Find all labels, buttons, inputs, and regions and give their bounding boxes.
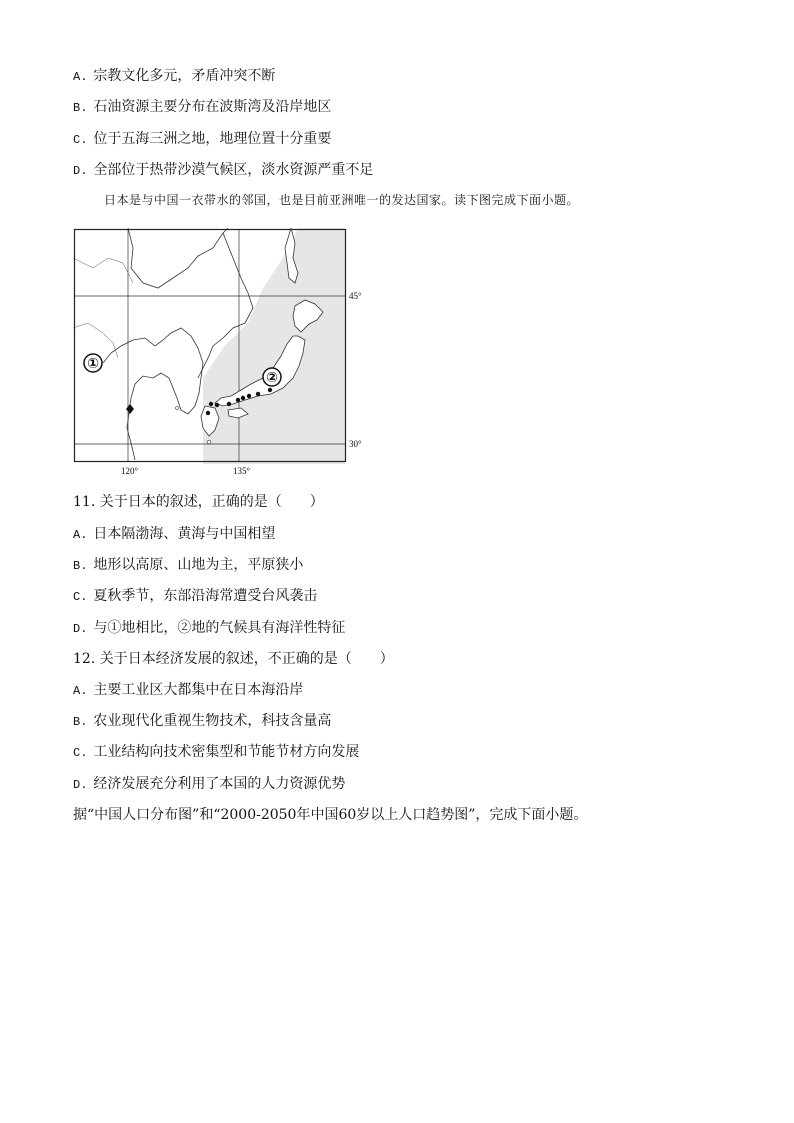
option-text: 宗教文化多元，矛盾冲突不断 bbox=[93, 68, 276, 84]
option-text: 位于五海三洲之地，地理位置十分重要 bbox=[93, 131, 332, 147]
city-dot bbox=[206, 411, 210, 415]
small-island bbox=[207, 440, 211, 444]
option-letter: D. bbox=[73, 164, 88, 178]
city-dot bbox=[268, 388, 272, 392]
option-text: 夏秋季节，东部沿海常遭受台风袭击 bbox=[93, 588, 318, 604]
q10-option-a bbox=[73, 66, 275, 87]
lon-label-120: 120° bbox=[121, 466, 139, 476]
q11-option-d bbox=[73, 618, 345, 639]
city-dot bbox=[227, 402, 231, 406]
japan-map bbox=[73, 228, 349, 464]
population-intro: 据“中国人口分布图”和“2000-2050年中国60岁以上人口趋势图”，完成下面小题。 bbox=[73, 807, 588, 823]
option-letter: A. bbox=[73, 684, 88, 698]
q10-option-d bbox=[73, 160, 373, 181]
japan-intro: 日本是与中国一衣带水的邻国，也是目前亚洲唯一的发达国家。读下图完成下面小题。 bbox=[104, 193, 580, 207]
q11-option-a bbox=[73, 524, 275, 545]
q12-option-c bbox=[73, 742, 359, 763]
option-text: 日本隔渤海、黄海与中国相望 bbox=[93, 526, 276, 542]
city-dot bbox=[236, 398, 240, 402]
option-letter: B. bbox=[73, 559, 88, 573]
q10-option-b bbox=[73, 97, 331, 118]
option-text: 工业结构向技术密集型和节能节材方向发展 bbox=[93, 744, 360, 760]
small-island bbox=[176, 407, 179, 410]
city-dot bbox=[247, 394, 251, 398]
option-text: 与①地相比，②地的气候具有海洋性特征 bbox=[93, 620, 346, 636]
city-dot bbox=[241, 396, 245, 400]
option-letter: A. bbox=[73, 528, 88, 542]
q12-stem: 12. 关于日本经济发展的叙述，不正确的是（ ） bbox=[73, 651, 394, 667]
option-letter: A. bbox=[73, 70, 88, 84]
option-letter: B. bbox=[73, 101, 88, 115]
option-text: 石油资源主要分布在波斯湾及沿岸地区 bbox=[93, 99, 332, 115]
option-text: 经济发展充分利用了本国的人力资源优势 bbox=[93, 776, 346, 792]
option-letter: D. bbox=[73, 622, 88, 636]
city-dot bbox=[215, 403, 219, 407]
option-letter: C. bbox=[73, 133, 88, 147]
lon-label-135: 135° bbox=[233, 466, 251, 476]
option-text: 全部位于热带沙漠气候区，淡水资源严重不足 bbox=[93, 162, 374, 178]
option-letter: D. bbox=[73, 778, 88, 792]
option-letter: C. bbox=[73, 746, 88, 760]
option-letter: B. bbox=[73, 715, 88, 729]
marker-1-label: ① bbox=[87, 356, 99, 372]
q10-option-c bbox=[73, 129, 331, 150]
option-letter: C. bbox=[73, 590, 88, 604]
marker-2-label: ② bbox=[266, 370, 278, 386]
option-text: 地形以高原、山地为主，平原狭小 bbox=[93, 557, 304, 573]
city-dot bbox=[209, 402, 213, 406]
q11-option-b bbox=[73, 555, 303, 576]
q12-option-b bbox=[73, 711, 331, 732]
option-text: 主要工业区大都集中在日本海沿岸 bbox=[93, 682, 304, 698]
q12-option-d bbox=[73, 774, 345, 795]
lat-label-30: 30° bbox=[349, 439, 362, 449]
q11-stem: 11. 关于日本的叙述，正确的是（ ） bbox=[73, 494, 324, 510]
q11-option-c bbox=[73, 586, 317, 607]
option-text: 农业现代化重视生物技术，科技含量高 bbox=[93, 713, 332, 729]
q12-option-a bbox=[73, 680, 303, 701]
lat-label-45: 45° bbox=[349, 291, 362, 301]
city-dot bbox=[256, 392, 260, 396]
